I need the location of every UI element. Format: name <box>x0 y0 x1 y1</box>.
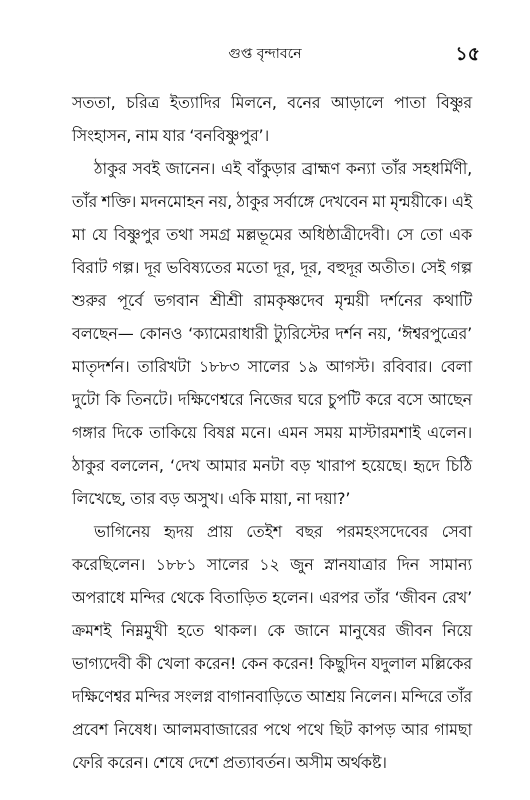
running-title: গুপ্ত বৃন্দাবনে <box>228 46 302 62</box>
paragraph-2: ঠাকুর সবই জানেন। এই বাঁকুড়ার ব্রাহ্মণ কন্যা তাঁর সহধর্মিণী, তাঁর শক্তি। মদনমোহন নয়, ঠাকুর সর্বাঙ্গে দেখবেন মা মৃন্ময়ীকে। এই মা যে বিষ্ণুপুর তথা সমগ্র মল্লভূমের অধিষ্ঠাত্রীদেবী। সে তো এক বিরাট গল্প। দূর ভবিষ্যতের মতো দূর, দূর, বহুদূর অতীত। সেই গল্প শুরুর পূর্বে ভগবান শ্রীশ্রী রামকৃষ্ণদেব মৃন্ময়ী দর্শনের কথাটি বলছেন— কোনও ‘ক্যামেরাধারী ট্যুরিস্টের দর্শন নয়, ‘ঈশ্বরপুত্রের’ মাতৃদর্শন। তারিখটা ১৮৮৩ সালের ১৯ আগস্ট। রবিবার। বেলা দুটো কি তিনটে। দক্ষিণেশ্বরে নিজের ঘরে চুপটি করে বসে আছেন গঙ্গার দিকে তাকিয়ে বিষণ্ণ মনে। এমন সময় মাস্টারমশাই এলেন। ঠাকুর বললেন, ‘দেখ আমার মনটা বড় খারাপ হয়েছে। হৃদে চিঠি লিখেছে, তার বড় অসুখ। একি মায়া, না দয়া?’ <box>72 159 472 508</box>
running-header <box>0 44 530 70</box>
paragraph-1: সততা, চরিত্র ইত্যাদির মিলনে, বনের আড়ালে পাতা বিষ্ণুর সিংহাসন, নাম যার ‘বনবিষ্ণুপুর’। <box>72 93 472 145</box>
paragraph-3: ভাগিনেয় হৃদয় প্রায় তেইশ বছর পরমহংসদেবের সেবা করেছিলেন। ১৮৮১ সালের ১২ জুন স্নানযাত্রার দিন সামান্য অপরাধে মন্দির থেকে বিতাড়িত হলেন। এরপর তাঁর ‘জীবন রেখ’ ক্রমশই নিম্নমুখী হতে থাকল। কে জানে মানুষের জীবন নিয়ে ভাগ্যদেবী কী খেলা করেন! কেন করেন! কিছুদিন যদুলাল মল্লিকের দক্ষিণেশ্বর মন্দির সংলগ্ন বাগানবাড়িতে আশ্রয় নিলেন। মন্দিরে তাঁর প্রবেশ নিষেধ। আলমবাজারের পথে পথে ছিট কাপড় আর গামছা ফেরি করেন। শেষে দেশে প্রত্যাবর্তন। অসীম অর্থকষ্ট। <box>72 522 472 772</box>
page-number: ১৫ <box>455 43 480 65</box>
body-text <box>72 86 472 779</box>
